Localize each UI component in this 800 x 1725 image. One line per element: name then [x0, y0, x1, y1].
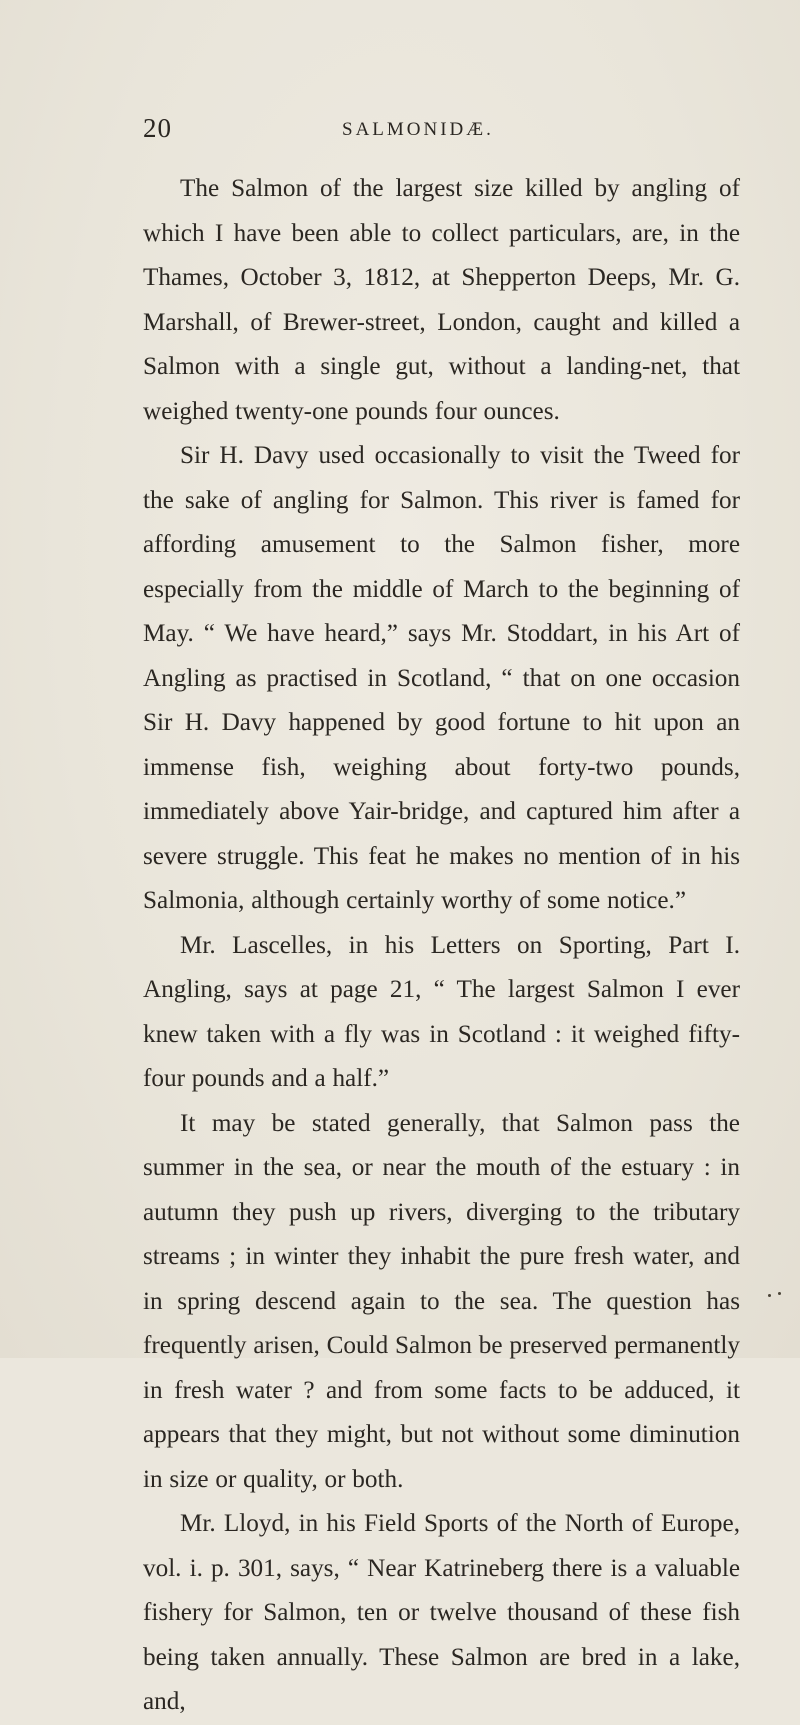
paragraph: Sir H. Davy used occasionally to visit the Tweed for the sake of angling for Salmon. This river is famed for affording amusement to the Salmon fisher, more especially from the middle of March to the beginning of May. “ We have heard,” says Mr. Stoddart, in his Art of Angling as practised in Scotland, “ that on one occasion Sir H. Davy happened by good fortune to hit upon an immense fish, weighing about forty-two pounds, immediately above Yair-bridge, and captured him after a severe struggle. This feat he makes no mention of in his Salmonia, although certainly worthy of some notice.”	[143, 442, 740, 914]
paragraph: Mr. Lascelles, in his Letters on Sporting, Part I. Angling, says at page 21, “ The largest Salmon I ever knew taken with a fly was in Scotland : it weighed fifty-four pounds and a half.”	[143, 931, 740, 1092]
speck	[778, 1292, 781, 1295]
paper-specks	[768, 1292, 788, 1304]
paragraph: The Salmon of the largest size killed by angling of which I have been able to collect particulars, are, in the Thames, October 3, 1812, at Shepperton Deeps, Mr. G. Marshall, of Brewer-street, London, caught and killed a Salmon with a single gut, without a landing-net, that weighed twenty-one pounds four ounces.	[143, 175, 740, 425]
paragraph: Mr. Lloyd, in his Field Sports of the North of Europe, vol. i. p. 301, says, “ Near Katrineberg there is a valuable fishery for Salmon, ten or twelve thousand of these fish being taken annually. These Salmon are bred in a lake, and,	[143, 1510, 740, 1715]
running-title: SALMONIDÆ.	[342, 119, 494, 140]
speck	[768, 1294, 771, 1297]
body-text	[143, 167, 740, 1725]
running-head	[0, 108, 800, 148]
paragraph: It may be stated generally, that Salmon pass the summer in the sea, or near the mouth of the estuary : in autumn they push up rivers, diverging to the tributary streams ; in winter they inhabit the pure fresh water, and in spring descend again to the sea. The question has frequently arisen, Could Salmon be preserved permanently in fresh water ? and from some facts to be adduced, it appears that they might, but not without some diminution in size or quality, or both.	[143, 1109, 740, 1493]
page-number: 20	[143, 113, 172, 143]
